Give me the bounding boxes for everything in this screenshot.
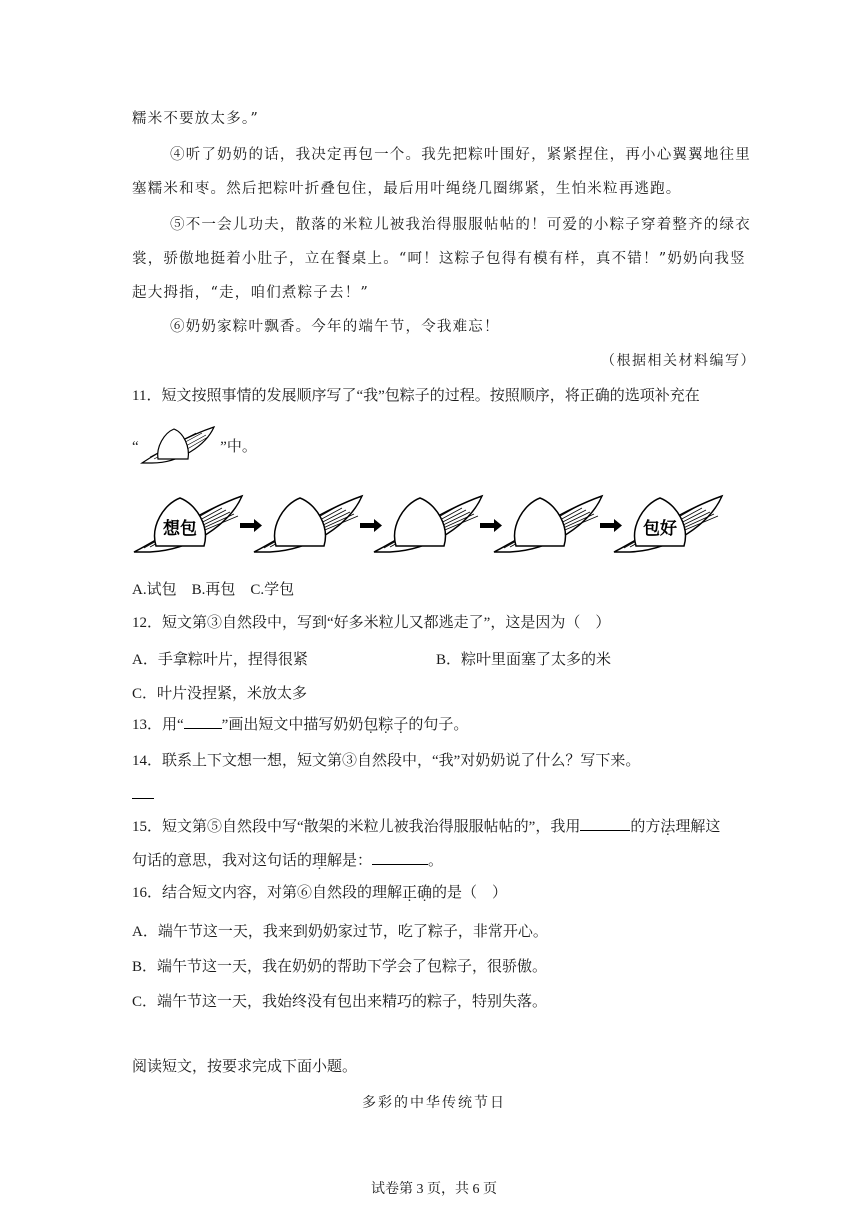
passage-source: （根据相关材料编写） (601, 353, 756, 369)
page-footer: 试卷第 3 页，共 6 页 (371, 1182, 497, 1197)
answer-line[interactable] (132, 798, 154, 799)
emphasis-char: 正 (402, 885, 418, 901)
arrow-right-icon (240, 519, 262, 532)
zongzi-step-3[interactable] (374, 496, 482, 552)
emphasis-char: 子 (393, 717, 409, 733)
paragraph-4-line-2: 塞糯米和枣。然后把粽叶折叠包住，最后用叶绳绕几圈绑紧，生怕米粒再逃跑。 (132, 181, 682, 197)
zongzi-icon (140, 423, 216, 467)
zongzi-sequence-diagram (132, 490, 752, 560)
question-11-stem: 11．短文按照事情的发展顺序写了“我”包粽子的过程。按照顺序，将正确的选项补充在 (132, 388, 700, 404)
question-13-stem (132, 712, 468, 736)
paragraph-6-line-1: ⑥奶奶家粽叶飘香。今年的端午节，令我难忘！ (170, 319, 500, 335)
zongzi-step-4[interactable] (494, 496, 602, 552)
question-11-options: A.试包 B.再包 C.学包 (132, 582, 295, 598)
q16-text: 的是（ ） (432, 885, 508, 901)
question-16-option-b: B．端午节这一天，我在奶奶的帮助下学会了包粽子，很骄傲。 (132, 959, 548, 975)
emphasis-char: 理 (312, 853, 328, 869)
close-quote-text: ”中。 (220, 439, 257, 455)
q15-text: 的方 (630, 819, 661, 835)
arrow-right-icon (600, 519, 622, 532)
zongzi-step-5 (614, 496, 722, 552)
passage-line: 糯米不要放太多。” (132, 111, 259, 127)
underline-mark-blank (184, 712, 222, 729)
q15-text: 句话的意思，我对这句话的 (132, 853, 313, 869)
q15-text: 理解这 (675, 819, 721, 835)
question-12-option-c: C．叶片没捏紧，米放太多 (132, 686, 308, 702)
emphasis-char: 粽 (378, 717, 394, 733)
question-14-stem: 14．联系上下文想一想，短文第③自然段中，“我”对奶奶说了什么？写下来。 (132, 753, 641, 769)
q13-text-post: 的句子。 (408, 717, 469, 733)
question-12-option-a: A．手拿粽叶片，捏得很紧 (132, 652, 308, 668)
passage-title: 多彩的中华传统节日 (362, 1095, 506, 1111)
arrow-right-icon (360, 519, 382, 532)
emphasis-char: 确 (417, 885, 433, 901)
open-quote: “ (132, 439, 139, 455)
paragraph-4-line-1: ④听了奶奶的话，我决定再包一个。我先把粽叶围好，紧紧捏住，再小心翼翼地往里 (170, 147, 751, 163)
question-16-option-a: A．端午节这一天，我来到奶奶家过节，吃了粽子，非常开心。 (132, 924, 548, 940)
q13-text-pre: 13．用“ (132, 717, 184, 733)
q15-text: 解是： (327, 853, 373, 869)
step-last-label: 包好 (643, 519, 677, 539)
q16-text: 16．结合短文内容，对第⑥自然段的理解 (132, 885, 403, 901)
question-12-option-b: B．粽叶里面塞了太多的米 (436, 652, 612, 668)
emphasis-char: 法 (660, 819, 676, 835)
answer-blank-method[interactable] (580, 814, 630, 831)
question-16-stem (132, 882, 507, 904)
answer-blank-understanding[interactable] (372, 848, 428, 865)
q15-text: 。 (428, 853, 444, 869)
zongzi-step-1 (134, 496, 242, 552)
question-12-stem: 12．短文第③自然段中，写到“好多米粒儿又都逃走了”，这是因为（ ） (132, 615, 611, 631)
q15-text: 15．短文第⑤自然段中写“散架的米粒儿被我治得服服帖帖的”，我用 (132, 819, 581, 835)
question-11-blank-line (132, 436, 257, 458)
arrow-right-icon (480, 519, 502, 532)
paragraph-5-line-3: 起大拇指，“走，咱们煮粽子去！” (132, 285, 370, 301)
zongzi-step-2[interactable] (254, 496, 362, 552)
paragraph-5-line-1: ⑤不一会儿功夫，散落的米粒儿被我治得服服帖帖的！可爱的小粽子穿着整齐的绿衣 (170, 217, 751, 233)
question-16-option-c: C．端午节这一天，我始终没有包出来精巧的粽子，特别失落。 (132, 994, 548, 1010)
question-15-line-2 (132, 848, 443, 872)
paragraph-5-line-2: 裳，骄傲地挺着小肚子，立在餐桌上。“呵！这粽子包得有模有样，真不错！”奶奶向我竖 (132, 251, 746, 267)
q13-text-mid: ”画出短文中描写奶奶 (221, 717, 364, 733)
emphasis-char: 包 (363, 717, 379, 733)
reading-instruction: 阅读短文，按要求完成下面小题。 (132, 1059, 358, 1075)
question-15-line-1 (132, 814, 720, 838)
step-first-label: 想包 (163, 519, 197, 539)
